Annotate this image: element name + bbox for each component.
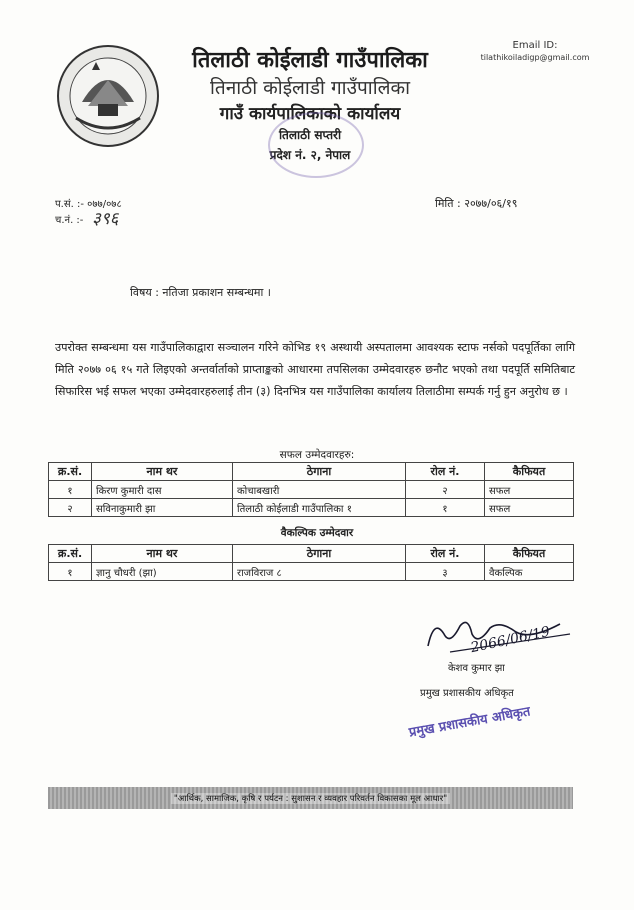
email-label: Email ID: (512, 40, 558, 51)
table-header-row (49, 545, 574, 563)
table-cell: १ (49, 481, 92, 499)
table-header-row (49, 463, 574, 481)
signatory-stamp: प्रमुख प्रशासकीय अधिकृत (407, 704, 532, 741)
table-cell: १ (49, 563, 92, 581)
signature-date: 2066/06/19 (469, 623, 552, 657)
table-cell: वैकल्पिक (485, 563, 574, 581)
successful-heading: सफल उम्मेदवारहरु: (279, 449, 355, 461)
signatory-name: केशव कुमार झा (448, 663, 505, 674)
table-cell: राजविराज ८ (233, 563, 406, 581)
table-row (49, 563, 574, 581)
office-name: गाउँ कार्यपालिकाको कार्यालय (219, 104, 401, 124)
successful-candidates-table (48, 462, 574, 517)
province-text: प्रदेश नं. २, नेपाल (269, 148, 351, 162)
table-row (49, 481, 574, 499)
column-header: ठेगाना (233, 545, 406, 563)
table-cell: ३ (406, 563, 485, 581)
chalan-number: ३९६ (92, 209, 119, 229)
column-header: कैफियत (485, 463, 574, 481)
column-header: क्र.सं. (49, 545, 92, 563)
signatory-title: प्रमुख प्रशासकीय अधिकृत (420, 688, 514, 699)
letter-date: मिति : २०७७/०६/१९ (435, 197, 518, 210)
column-header: रोल नं. (406, 545, 485, 563)
chalan-label: च.नं. :- (55, 215, 84, 226)
office-round-stamp (268, 112, 364, 178)
table-cell: २ (406, 481, 485, 499)
column-header: रोल नं. (406, 463, 485, 481)
municipality-logo (52, 40, 164, 152)
table-cell: २ (49, 499, 92, 517)
table-row (49, 499, 574, 517)
footer-banner (48, 787, 573, 809)
column-header: क्र.सं. (49, 463, 92, 481)
alternate-candidates-table (48, 544, 574, 581)
column-header: कैफियत (485, 545, 574, 563)
table-cell: सविनाकुमारी झा (92, 499, 233, 517)
table-cell: सफल (485, 481, 574, 499)
table-cell: १ (406, 499, 485, 517)
column-header: नाम थर (92, 545, 233, 563)
table-cell: किरण कुमारी दास (92, 481, 233, 499)
letter-subject: विषय : नतिजा प्रकाशन सम्बन्धमा । (130, 286, 271, 299)
column-header: ठेगाना (233, 463, 406, 481)
reference-number: प.सं. :- ०७७/०७८ (55, 199, 122, 210)
office-location: तिलाठी सप्तरी (278, 128, 342, 142)
municipality-name-stamped: तिनाठी कोईलाडी गाउँपालिका (209, 77, 411, 99)
table-cell: कोचाबखारी (233, 481, 406, 499)
table-cell: सफल (485, 499, 574, 517)
column-header: नाम थर (92, 463, 233, 481)
table-cell: ज्ञानु चौधरी (झा) (92, 563, 233, 581)
municipality-name: तिलाठी कोईलाडी गाउँपालिका (192, 48, 428, 73)
table-cell: तिलाठी कोईलाडी गाउँपालिका १ (233, 499, 406, 517)
footer-slogan: "आर्थिक, सामाजिक, कृषि र पर्यटन : सुशासन र व्यवहार परिवर्तन विकासका मूल आधार" (171, 793, 450, 804)
alternate-heading: वैकल्पिक उम्मेदवार (280, 527, 354, 539)
letter-body: उपरोक्त सम्बन्धमा यस गाउँपालिकाद्वारा सञ्चालन गरिने कोभिड १९ अस्थायी अस्पतालमा आवश्यक स्टाफ नर्सको पदपूर्तिका लागि मिति २०७७ ०६ १५ गते लिइएको अन्तर्वार्ताको प्राप्ताङ्कको आधारमा तपसिलका उम्मेदवारहरु छनौट भएको तथा पदपूर्ति समितिबाट सिफारिस भई सफल भएका उम्मेदवारहरुलाई तीन (३) दिनभित्र यस गाउँपालिका कार्यालय तिलाठीमा सम्पर्क गर्नु हुन अनुरोध छ । (55, 341, 575, 398)
email-address: tilathikoiladigp@gmail.com (480, 53, 590, 62)
